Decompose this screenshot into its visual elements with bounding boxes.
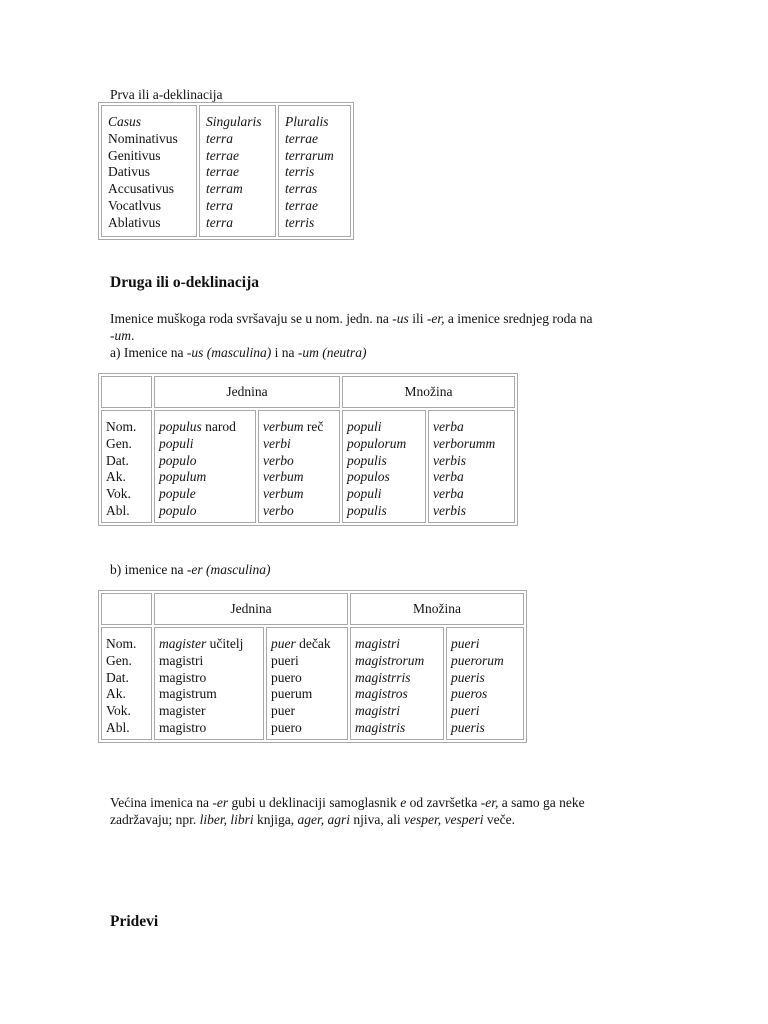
form: terrarum [285,147,334,163]
section-heading: Druga ili o-deklinacija [110,274,259,291]
note-paragraph: Većina imenica na -er gubi u deklinaciji samoglasnik e od završetka -er, a samo ga neke zadržavaju; npr. liber, libri knjiga, ager, agri njiva, ali vesper, vesperi veče. [110,795,585,827]
form: verbo [263,452,294,468]
empty-header-cell [101,376,152,408]
form: pueri [451,703,480,719]
form: magistro [159,669,207,685]
case-label: Vok. [106,703,131,719]
case-name: Vocatlvus [108,197,161,213]
form: magistrorum [355,652,425,668]
puer-plural-column [446,627,524,740]
casus-column [101,105,197,237]
case-label: Nom. [106,419,137,434]
form: magistrris [355,669,411,685]
form: magistri [355,703,401,719]
form: puero [271,669,302,685]
magister-singular-column [154,627,264,740]
form: verbum [263,469,304,485]
form: terris [285,164,315,180]
form: terris [285,214,315,230]
verbum-plural-column [428,410,515,523]
populus-singular-column [154,410,256,523]
form: terrae [206,147,239,163]
case-label: Nom. [106,636,137,651]
form: pueri [271,652,299,668]
jednina-header: Jednina [154,593,348,625]
jednina-header: Jednina [154,376,340,408]
case-name: Accusativus [108,181,174,197]
form: popule [159,486,196,502]
case-label: Abl. [106,719,130,735]
case-name: Dativus [108,164,150,180]
declension-table-3 [98,590,527,743]
case-label: Dat. [106,669,129,685]
form: populi [347,419,382,434]
form: pueris [451,669,485,685]
declension-table-2 [98,373,518,526]
mnozina-header: Množina [342,376,515,408]
form: pueris [451,719,485,735]
section-heading: Pridevi [110,913,159,930]
form: magistro [159,719,207,735]
form: magistri [355,636,401,651]
empty-header-cell [101,593,152,625]
form: puerorum [451,652,504,668]
form: verba [433,419,464,434]
case-label: Gen. [106,652,132,668]
magister-plural-column [350,627,444,740]
case-label: Ak. [106,469,126,485]
form: terrae [285,130,318,146]
form: populorum [347,435,407,451]
form: populis [347,502,387,518]
form: populi [347,486,382,502]
form: terrae [285,197,318,213]
case-label: Vok. [106,486,131,502]
lemma-with-gloss: magister učitelj [159,636,244,651]
pluralis-column [278,105,351,237]
form: terras [285,181,318,197]
form: pueri [451,636,480,651]
puer-singular-column [266,627,348,740]
case-column [101,627,152,740]
verbum-singular-column [258,410,340,523]
form: verbo [263,502,294,518]
form: populum [159,469,207,485]
form: terrae [206,164,239,180]
case-name: Nominativus [108,130,178,146]
subsection-a-label: a) Imenice na -us (masculina) i na -um (neutra) [110,345,367,360]
form: magistros [355,686,408,702]
case-name: Ablativus [108,214,161,230]
intro-paragraph: Imenice muškoga roda svršavaju se u nom. jedn. na -us ili -er, a imenice srednjeg roda na -um. a) Imenice na -us (masculina) i na -um (neutra) [110,311,593,360]
form: terram [206,181,243,197]
form: terra [206,214,233,230]
form: puer [271,703,295,719]
form: verba [433,486,464,502]
subsection-b-label: b) imenice na -er (masculina) [110,562,271,577]
table1-caption: Prva ili a-deklinacija [110,87,223,102]
form: verbis [433,502,466,518]
form: pueros [451,686,488,702]
declension-table-1 [98,102,354,240]
form: verba [433,469,464,485]
form: verbi [263,435,291,451]
form: verbis [433,452,466,468]
form: magistri [159,652,204,668]
form: populo [159,502,197,518]
case-label: Ak. [106,686,126,702]
form: populo [159,452,197,468]
form: magistris [355,719,406,735]
form: magister [159,703,206,719]
form: terra [206,130,233,146]
form: populos [347,469,390,485]
singularis-column [199,105,276,237]
mnozina-header: Množina [350,593,524,625]
case-label: Gen. [106,435,132,451]
populus-plural-column [342,410,426,523]
form: terra [206,197,233,213]
form: magistrum [159,686,217,702]
case-label: Abl. [106,502,130,518]
form: puerum [271,686,313,702]
column-header: Casus [108,114,142,129]
column-header: Singularis [206,114,262,129]
column-header: Pluralis [285,114,329,129]
lemma-with-gloss: populus narod [159,419,236,434]
form: populis [347,452,387,468]
lemma-with-gloss: verbum reč [263,419,324,434]
form: verborumm [433,435,496,451]
case-name: Genitivus [108,147,161,163]
case-column [101,410,152,523]
form: puero [271,719,302,735]
form: verbum [263,486,304,502]
case-label: Dat. [106,452,129,468]
form: populi [159,435,194,451]
lemma-with-gloss: puer dečak [271,636,331,651]
